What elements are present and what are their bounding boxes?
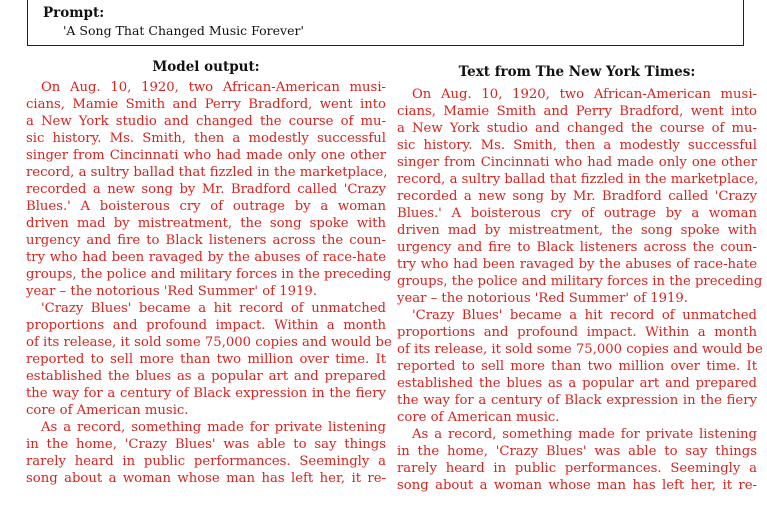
text-line: driven mad by mistreatment, the song spoke with [397,223,757,238]
text-line: sic history. Ms. Smith, then a modestly successful [26,131,386,146]
text-line: recorded a new song by Mr. Bradford called 'Crazy [26,182,386,197]
text-line: of its release, it sold some 75,000 copies and would be [26,335,392,350]
prompt-text: 'A Song That Changed Music Forever' [63,23,304,38]
text-line: recorded a new song by Mr. Bradford called 'Crazy [397,189,757,204]
text-line: of its release, it sold some 75,000 copies and would be [397,342,763,357]
text-line: As a record, something made for private listening [412,427,757,442]
nyt-text-body [397,86,763,494]
text-line: 'Crazy Blues' became a hit record of unmatched [41,301,386,316]
text-line: singer from Cincinnati who had made only one other [26,148,386,163]
text-line: urgency and fire to Black listeners across the coun- [397,240,757,255]
text-line: proportions and profound impact. Within a month [26,318,386,333]
prompt-label: Prompt: [43,5,105,21]
text-line: in the home, 'Crazy Blues' was able to say things [397,444,757,459]
text-line: reported to sell more than two million over time. It [26,352,386,367]
text-line: song about a woman whose man has left her, it re- [397,478,757,493]
text-line: song about a woman whose man has left her, it re- [26,471,386,486]
text-line: 'Crazy Blues' became a hit record of unmatched [412,308,757,323]
text-line: established the blues as a popular art and prepared [397,376,757,391]
text-line: record, a sultry ballad that fizzled in the marketplace, [397,172,759,187]
model-output-heading: Model output: [152,59,260,75]
text-line: groups, the police and military forces in the preceding [26,267,392,282]
text-line: proportions and profound impact. Within a month [397,325,757,340]
model-output-text [26,79,392,487]
text-line: record, a sultry ballad that fizzled in the marketplace, [26,165,388,180]
text-line: year – the notorious 'Red Summer' of 1919. [26,284,317,299]
text-line: singer from Cincinnati who had made only one other [397,155,757,170]
text-line: rarely heard in public performances. Seemingly a [397,461,757,476]
text-line: As a record, something made for private listening [41,420,386,435]
text-line: in the home, 'Crazy Blues' was able to say things [26,437,386,452]
model-output-column [26,58,392,487]
text-line: a New York studio and changed the course of mu- [397,121,757,136]
text-line: cians, Mamie Smith and Perry Bradford, went into [397,104,757,119]
text-line: Blues.' A boisterous cry of outrage by a woman [397,206,757,221]
text-line: sic history. Ms. Smith, then a modestly successful [397,138,757,153]
text-line: core of American music. [26,403,189,418]
text-line: try who had been ravaged by the abuses of race-hate [397,257,757,272]
text-line: rarely heard in public performances. Seemingly a [26,454,386,469]
text-line: reported to sell more than two million over time. It [397,359,757,374]
text-line: the way for a century of Black expression in the fiery [26,386,386,401]
text-line: On Aug. 10, 1920, two African-American musi- [412,87,757,102]
text-line: core of American music. [397,410,560,425]
nyt-text-heading: Text from The New York Times: [458,64,696,80]
text-line: On Aug. 10, 1920, two African-American musi- [41,80,386,95]
text-line: try who had been ravaged by the abuses of race-hate [26,250,386,265]
nyt-text-column [397,63,763,494]
text-line: Blues.' A boisterous cry of outrage by a woman [26,199,386,214]
text-line: a New York studio and changed the course of mu- [26,114,386,129]
text-line: cians, Mamie Smith and Perry Bradford, went into [26,97,386,112]
prompt-box [27,0,744,46]
text-line: established the blues as a popular art and prepared [26,369,386,384]
text-line: urgency and fire to Black listeners across the coun- [26,233,386,248]
text-line: year – the notorious 'Red Summer' of 1919. [397,291,688,306]
text-line: the way for a century of Black expression in the fiery [397,393,757,408]
text-line: driven mad by mistreatment, the song spoke with [26,216,386,231]
text-line: groups, the police and military forces in the preceding [397,274,763,289]
